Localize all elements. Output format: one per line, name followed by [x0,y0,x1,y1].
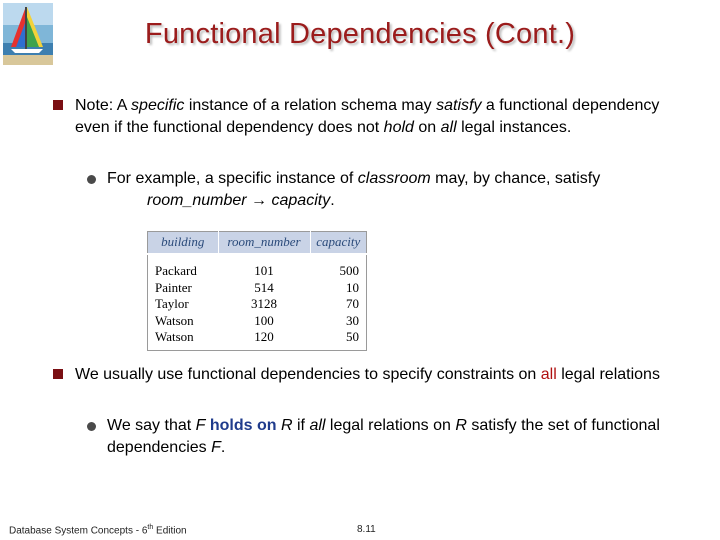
note-text: on [413,119,441,136]
holds-text: We say that [107,417,196,434]
note-text: satisfy [436,97,482,114]
usage-emphasis: all [540,366,557,383]
example-text: classroom [357,170,431,187]
table-cell: 70 [346,296,359,312]
example-text: For example, a specific instance of [107,170,358,187]
example-text: . [330,192,335,209]
example-text: capacity [271,192,331,209]
note-bullet-text [75,95,675,139]
usage-text: We usually use functional dependencies to specify constraints on [75,366,541,383]
holds-bullet-text [107,415,687,459]
example-text: may, by chance, satisfy [430,170,601,187]
table-row [148,329,367,350]
slide-title: Functional Dependencies (Cont.) [144,18,576,50]
holds-text: satisfy the set of functional dependencies [107,417,660,456]
example-text: room_number [147,192,247,209]
table-row [148,280,367,297]
note-text: all [440,119,457,136]
table-row [148,313,367,330]
table-cell: Taylor [155,296,189,312]
holds-text: F [195,417,206,434]
note-text: legal instances. [456,119,572,136]
table-cell: 120 [254,329,274,345]
table-cell: 100 [254,312,274,328]
usage-text: legal relations [556,366,660,383]
usage-bullet-text [75,364,695,386]
table-cell: 30 [346,312,359,328]
note-text: Note: A [75,97,132,114]
table-cell: 50 [346,329,359,345]
table-cell: Painter [155,279,192,295]
page-number: 8.11 [357,524,376,535]
table-header-cell: capacity [310,232,367,255]
table-cell: 101 [254,263,274,278]
holds-text: R [455,417,467,434]
holds-text: R [280,417,293,434]
footer-sup: th [147,524,154,531]
table-row [148,296,367,313]
arrow-text: → [246,192,272,209]
holds-text: legal relations on [325,417,456,434]
holds-text: F [211,439,221,456]
bullet-square-icon [53,369,63,379]
table-row [148,254,367,280]
footer-text: Database System Concepts - 6 [9,525,148,537]
table-header-cell: room_number [218,232,310,255]
note-text: hold [383,119,414,136]
holds-text: if [292,417,310,434]
table-header-cell: building [148,232,219,255]
note-text: instance of a relation schema may [184,97,437,114]
table-cell: Watson [155,312,194,328]
table-cell: 10 [346,279,359,295]
holds-emphasis: holds on [209,417,277,434]
note-text: specific [131,97,185,114]
holds-text: . [220,439,226,456]
footer-text: Edition [153,525,187,537]
bullet-square-icon [53,100,63,110]
example-bullet-text [107,168,687,212]
table-cell: Watson [155,329,194,345]
footer-course [9,524,187,536]
table-cell: 514 [254,279,274,295]
bullet-dot-icon [87,422,96,431]
table-cell: 3128 [251,296,277,312]
example-fd-line [107,190,687,212]
table-cell: 500 [339,263,359,278]
table-header-row [148,232,367,255]
holds-text: all [309,417,326,434]
bullet-dot-icon [87,175,96,184]
table-cell: Packard [155,263,197,278]
note-text: a functional dependency even if the functional dependency does not [75,97,660,136]
classroom-table [147,231,367,351]
